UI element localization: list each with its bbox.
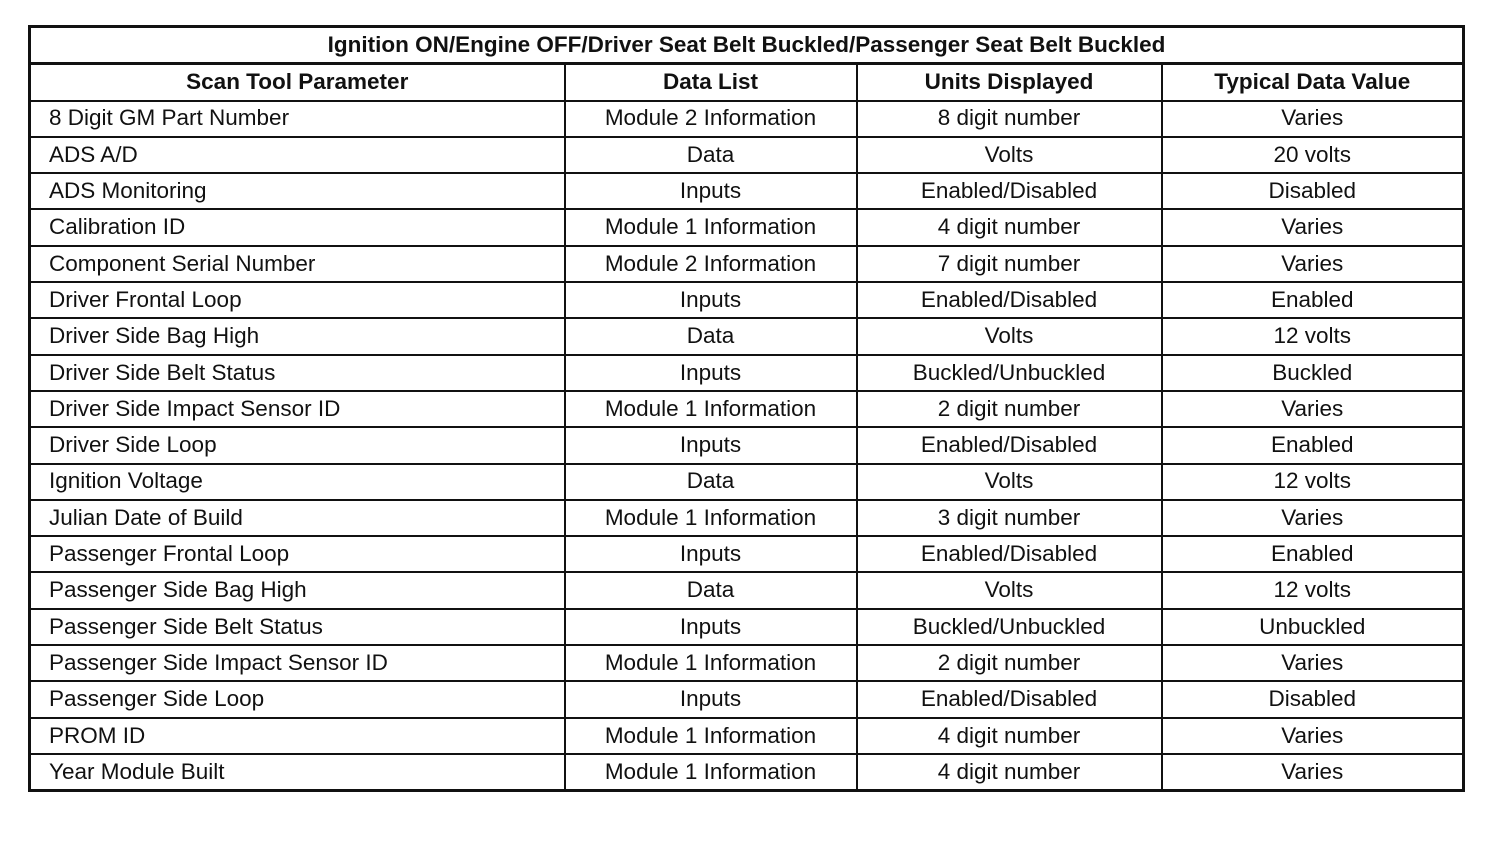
cell-parameter: Julian Date of Build bbox=[30, 500, 565, 536]
cell-units: Enabled/Disabled bbox=[857, 282, 1162, 318]
table-row bbox=[30, 246, 1464, 282]
cell-data-list: Inputs bbox=[565, 536, 857, 572]
cell-parameter: Passenger Side Belt Status bbox=[30, 609, 565, 645]
cell-data-list: Module 1 Information bbox=[565, 754, 857, 791]
header-scan-tool-parameter: Scan Tool Parameter bbox=[30, 64, 565, 101]
cell-units: Volts bbox=[857, 137, 1162, 173]
cell-units: Enabled/Disabled bbox=[857, 427, 1162, 463]
table-row bbox=[30, 464, 1464, 500]
cell-data-list: Inputs bbox=[565, 681, 857, 717]
cell-data-list: Data bbox=[565, 318, 857, 354]
cell-data-list: Module 1 Information bbox=[565, 391, 857, 427]
cell-units: Buckled/Unbuckled bbox=[857, 355, 1162, 391]
cell-units: Volts bbox=[857, 464, 1162, 500]
header-typical-data-value: Typical Data Value bbox=[1162, 64, 1464, 101]
cell-typical-value: Varies bbox=[1162, 391, 1464, 427]
cell-data-list: Module 1 Information bbox=[565, 645, 857, 681]
cell-data-list: Inputs bbox=[565, 609, 857, 645]
cell-units: 2 digit number bbox=[857, 645, 1162, 681]
cell-parameter: Driver Side Loop bbox=[30, 427, 565, 463]
cell-data-list: Data bbox=[565, 464, 857, 500]
cell-data-list: Data bbox=[565, 137, 857, 173]
cell-typical-value: 12 volts bbox=[1162, 572, 1464, 608]
table-row bbox=[30, 427, 1464, 463]
table-row bbox=[30, 645, 1464, 681]
table-row bbox=[30, 355, 1464, 391]
cell-typical-value: 12 volts bbox=[1162, 464, 1464, 500]
cell-typical-value: Enabled bbox=[1162, 427, 1464, 463]
cell-typical-value: Varies bbox=[1162, 645, 1464, 681]
cell-units: 2 digit number bbox=[857, 391, 1162, 427]
table-row bbox=[30, 209, 1464, 245]
scan-tool-data-table bbox=[28, 25, 1465, 792]
table-row bbox=[30, 101, 1464, 137]
cell-typical-value: Varies bbox=[1162, 500, 1464, 536]
cell-parameter: PROM ID bbox=[30, 718, 565, 754]
cell-data-list: Inputs bbox=[565, 173, 857, 209]
table-row bbox=[30, 173, 1464, 209]
cell-typical-value: 12 volts bbox=[1162, 318, 1464, 354]
cell-data-list: Module 1 Information bbox=[565, 209, 857, 245]
cell-typical-value: Varies bbox=[1162, 718, 1464, 754]
cell-data-list: Inputs bbox=[565, 282, 857, 318]
cell-typical-value: Varies bbox=[1162, 101, 1464, 137]
cell-typical-value: Varies bbox=[1162, 246, 1464, 282]
cell-units: 8 digit number bbox=[857, 101, 1162, 137]
cell-parameter: ADS A/D bbox=[30, 137, 565, 173]
cell-typical-value: Enabled bbox=[1162, 282, 1464, 318]
cell-units: 4 digit number bbox=[857, 209, 1162, 245]
cell-units: Enabled/Disabled bbox=[857, 536, 1162, 572]
table-row bbox=[30, 572, 1464, 608]
cell-parameter: Ignition Voltage bbox=[30, 464, 565, 500]
table-row bbox=[30, 137, 1464, 173]
cell-parameter: 8 Digit GM Part Number bbox=[30, 101, 565, 137]
cell-units: 7 digit number bbox=[857, 246, 1162, 282]
cell-units: 4 digit number bbox=[857, 754, 1162, 791]
table-row bbox=[30, 391, 1464, 427]
header-units-displayed: Units Displayed bbox=[857, 64, 1162, 101]
cell-units: Enabled/Disabled bbox=[857, 681, 1162, 717]
cell-parameter: Driver Side Impact Sensor ID bbox=[30, 391, 565, 427]
cell-typical-value: Unbuckled bbox=[1162, 609, 1464, 645]
cell-typical-value: 20 volts bbox=[1162, 137, 1464, 173]
table-row bbox=[30, 500, 1464, 536]
table-row bbox=[30, 681, 1464, 717]
cell-parameter: Component Serial Number bbox=[30, 246, 565, 282]
cell-units: 4 digit number bbox=[857, 718, 1162, 754]
cell-parameter: Passenger Side Impact Sensor ID bbox=[30, 645, 565, 681]
cell-units: Enabled/Disabled bbox=[857, 173, 1162, 209]
cell-parameter: ADS Monitoring bbox=[30, 173, 565, 209]
cell-parameter: Driver Frontal Loop bbox=[30, 282, 565, 318]
table-row bbox=[30, 282, 1464, 318]
cell-data-list: Module 1 Information bbox=[565, 718, 857, 754]
cell-parameter: Passenger Side Loop bbox=[30, 681, 565, 717]
cell-typical-value: Buckled bbox=[1162, 355, 1464, 391]
header-data-list: Data List bbox=[565, 64, 857, 101]
cell-data-list: Inputs bbox=[565, 355, 857, 391]
table-title: Ignition ON/Engine OFF/Driver Seat Belt Buckled/Passenger Seat Belt Buckled bbox=[30, 27, 1464, 64]
cell-typical-value: Varies bbox=[1162, 754, 1464, 791]
table-body bbox=[30, 101, 1464, 791]
table-row bbox=[30, 536, 1464, 572]
cell-data-list: Module 1 Information bbox=[565, 500, 857, 536]
cell-typical-value: Disabled bbox=[1162, 173, 1464, 209]
cell-units: 3 digit number bbox=[857, 500, 1162, 536]
cell-units: Volts bbox=[857, 572, 1162, 608]
table-row bbox=[30, 718, 1464, 754]
cell-data-list: Module 2 Information bbox=[565, 246, 857, 282]
cell-parameter: Passenger Side Bag High bbox=[30, 572, 565, 608]
cell-data-list: Data bbox=[565, 572, 857, 608]
table-title-row bbox=[30, 27, 1464, 64]
table-row bbox=[30, 609, 1464, 645]
cell-parameter: Calibration ID bbox=[30, 209, 565, 245]
cell-typical-value: Disabled bbox=[1162, 681, 1464, 717]
cell-parameter: Year Module Built bbox=[30, 754, 565, 791]
cell-data-list: Inputs bbox=[565, 427, 857, 463]
cell-units: Volts bbox=[857, 318, 1162, 354]
cell-parameter: Driver Side Bag High bbox=[30, 318, 565, 354]
table-header-row bbox=[30, 64, 1464, 101]
cell-parameter: Passenger Frontal Loop bbox=[30, 536, 565, 572]
cell-typical-value: Varies bbox=[1162, 209, 1464, 245]
table-row bbox=[30, 318, 1464, 354]
cell-data-list: Module 2 Information bbox=[565, 101, 857, 137]
table-row bbox=[30, 754, 1464, 791]
cell-typical-value: Enabled bbox=[1162, 536, 1464, 572]
cell-units: Buckled/Unbuckled bbox=[857, 609, 1162, 645]
cell-parameter: Driver Side Belt Status bbox=[30, 355, 565, 391]
